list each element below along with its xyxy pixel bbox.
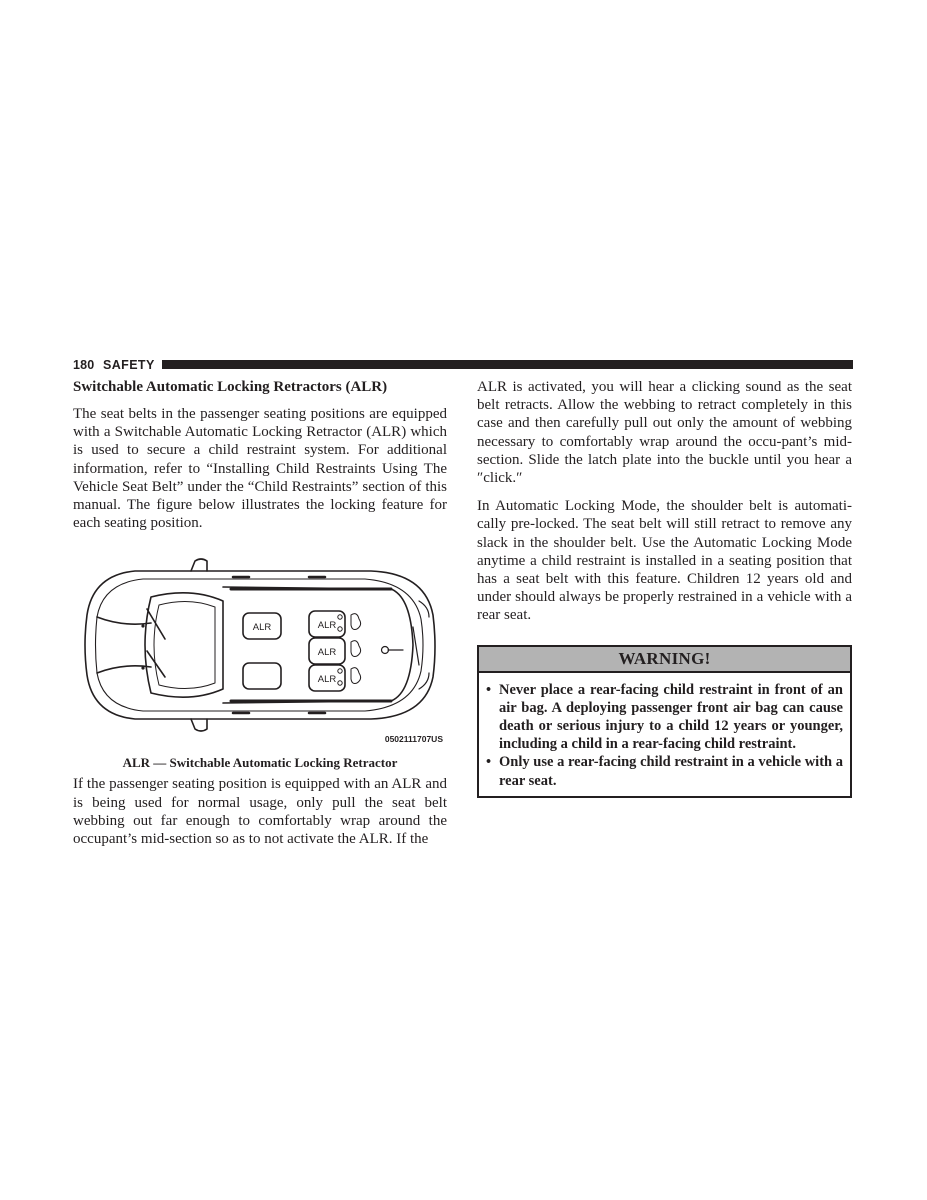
- warning-box: [477, 645, 852, 798]
- warning-title: WARNING!: [479, 647, 850, 673]
- vehicle-top-view-illustration: [73, 557, 447, 747]
- right-column: [477, 378, 852, 798]
- alr-label-rear-right: ALR: [317, 674, 337, 686]
- normal-usage-paragraph: If the passenger seating position is equipped with an ALR and is being used for normal usage, only pull the seat belt webbing out far enough to comfortably wrap around the occupant’s mid-section so as to not activate the ALR. If the: [73, 776, 447, 848]
- intro-paragraph: The seat belts in the passenger seating positions are equipped with a Switchable Automatic Locking Retractor (ALR) which is used to secure a child restraint system. For additional information, refer to “Installing Child Restraints Using The Vehicle Seat Belt” under the “Child Restraints” section of this manual. The figure below illustrates the locking feature for each seating position.: [73, 406, 447, 532]
- vehicle-seat-diagram: [73, 557, 447, 747]
- front-sensor-dot: [141, 625, 144, 628]
- warning-item: • Only use a rear-facing child restraint in a vehicle with a rear seat.: [486, 753, 843, 789]
- alr-label-front: ALR: [252, 622, 272, 634]
- left-column: [73, 378, 447, 848]
- alr-activated-paragraph: ALR is activated, you will hear a clicking sound as the seat belt retracts. Allow the webbing to retract completely in this case and then carefully pull out only the amount of webbing necessary to comfortably wrap around the occu-pant’s mid-section. Slide the latch plate into the buckle until you hear a ″click.″: [477, 379, 852, 487]
- automatic-locking-paragraph: In Automatic Locking Mode, the shoulder belt is automati-cally pre-locked. The seat belt will still retract to remove any slack in the shoulder belt. Use the Automatic Locking Mode anytime a child restraint is installed in a seating position that has a seat belt with this feature. Children 12 years old and under should always be properly restrained in a vehicle with a rear seat.: [477, 498, 852, 624]
- figure-code: 0502111707US: [384, 734, 443, 745]
- page-number: 180: [73, 358, 95, 372]
- warning-list: [479, 673, 850, 796]
- warning-item: • Never place a rear-facing child restraint in front of an air bag. A deploying passenger front air bag can cause death or serious injury to a child 12 years or younger, including a child in a rear-facing child restraint.: [486, 681, 843, 754]
- front-sensor-dot: [141, 667, 144, 670]
- alr-label-rear-left: ALR: [317, 620, 337, 632]
- page-header: [73, 358, 853, 372]
- section-heading: Switchable Automatic Locking Retractors (ALR): [73, 379, 388, 395]
- alr-label-rear-center: ALR: [317, 647, 337, 659]
- header-rule: [162, 360, 853, 369]
- figure-caption: ALR — Switchable Automatic Locking Retractor: [122, 755, 398, 771]
- section-title: SAFETY: [103, 358, 155, 372]
